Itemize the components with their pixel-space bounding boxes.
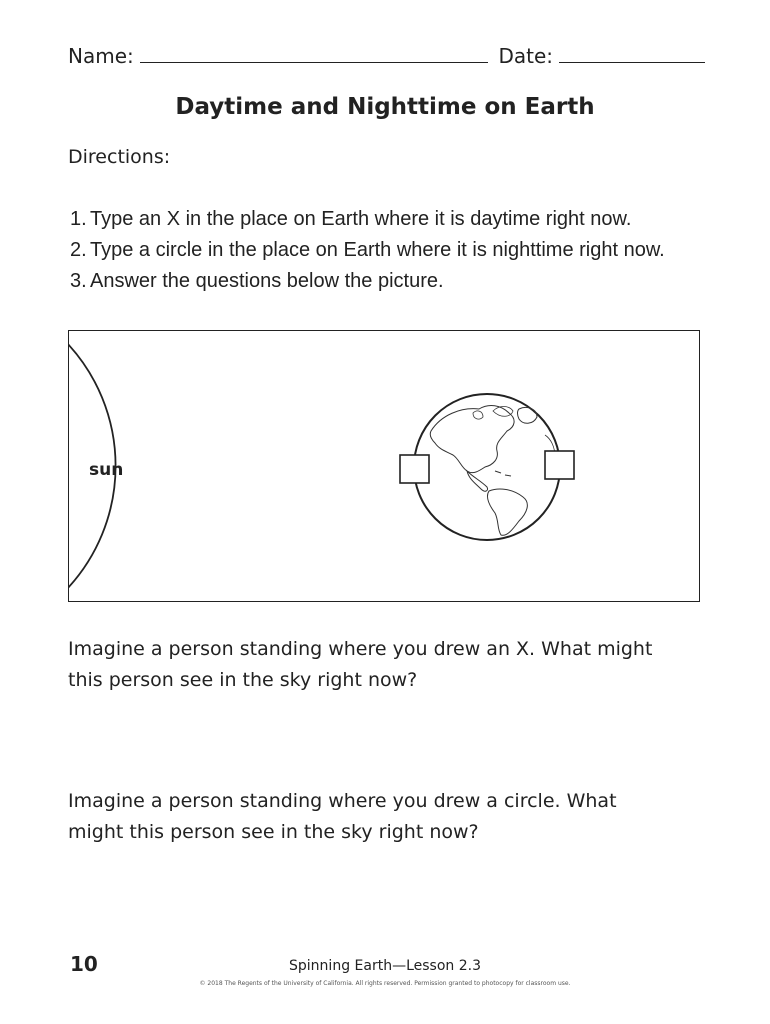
sun-earth-figure [68, 330, 700, 602]
question-x [68, 634, 708, 696]
sun-label: sun [89, 460, 124, 480]
steps-list [70, 204, 665, 297]
name-label: Name: [68, 44, 134, 68]
step-text: Type a circle in the place on Earth where it is nighttime right now. [90, 239, 665, 261]
step-item [70, 266, 665, 297]
step-item [70, 204, 665, 235]
question-line: Imagine a person standing where you drew an X. What might [68, 638, 653, 660]
date-field[interactable] [559, 62, 705, 63]
step-text: Answer the questions below the picture. [90, 270, 444, 292]
lesson-title: Spinning Earth—Lesson 2.3 [289, 958, 481, 974]
copyright-notice: © 2018 The Regents of the University of California. All rights reserved. Permission granted to photocopy for classroom use. [199, 980, 571, 987]
question-line: this person see in the sky right now? [68, 669, 418, 691]
name-field[interactable] [140, 62, 488, 63]
earth-globe-icon [414, 394, 560, 540]
question-line: Imagine a person standing where you drew a circle. What [68, 790, 617, 812]
directions-label: Directions: [68, 146, 171, 168]
step-text: Type an X in the place on Earth where it is daytime right now. [90, 208, 632, 230]
date-label: Date: [498, 44, 554, 68]
step-number: 1. [70, 208, 87, 230]
night-side-box[interactable] [400, 455, 429, 483]
day-side-box[interactable] [545, 451, 574, 479]
page-number: 10 [70, 952, 98, 976]
figure-drawing [69, 331, 700, 602]
question-circle [68, 786, 708, 848]
name-date-header [68, 44, 705, 68]
step-item [70, 235, 665, 266]
question-line: might this person see in the sky right now? [68, 821, 479, 843]
page-title: Daytime and Nighttime on Earth [175, 94, 595, 120]
step-number: 3. [70, 270, 87, 292]
step-number: 2. [70, 239, 87, 261]
